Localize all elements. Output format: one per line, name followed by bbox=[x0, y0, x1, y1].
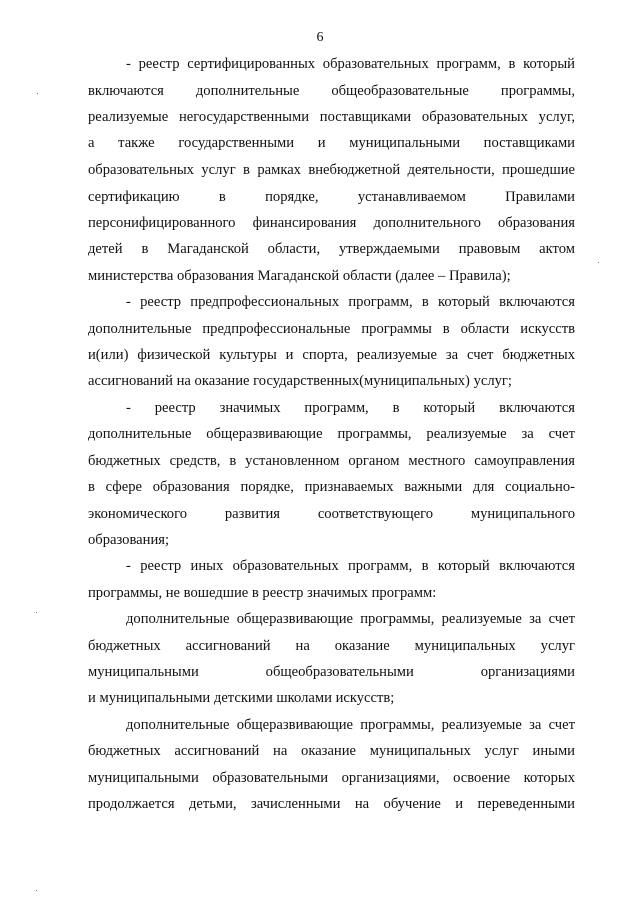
text-line: - реестр предпрофессиональных программ, в который включаются bbox=[126, 294, 575, 310]
text-line: министерства образования Магаданской области (далее – Правила); bbox=[88, 268, 511, 284]
text-line: экономического развития соответствующего муниципального bbox=[88, 506, 575, 522]
text-line: а также государственными и муниципальными поставщиками bbox=[88, 135, 575, 151]
text-line: персонифицированного финансирования дополнительного образования bbox=[88, 215, 575, 231]
text-line: бюджетных средств, в установленном органом местного самоуправления bbox=[88, 453, 575, 469]
text-line: дополнительные общеразвивающие программы, реализуемые за счет bbox=[88, 426, 575, 442]
text-line: - реестр иных образовательных программ, в который включаются bbox=[126, 558, 575, 574]
text-line: дополнительные предпрофессиональные программы в области искусств bbox=[88, 321, 575, 337]
text-line: бюджетных ассигнований на оказание муниципальных услуг иными bbox=[88, 743, 575, 759]
text-line: включаются дополнительные общеобразовательные программы, bbox=[88, 83, 575, 99]
text-line: образования; bbox=[88, 532, 170, 548]
scan-speck bbox=[36, 612, 37, 613]
text-line: образовательных услуг в рамках внебюджетной деятельности, прошедшие bbox=[88, 162, 575, 178]
text-line: - реестр сертифицированных образовательных программ, в который bbox=[126, 56, 575, 72]
text-line: ассигнований на оказание государственных(муниципальных) услуг; bbox=[88, 373, 512, 389]
text-line: дополнительные общеразвивающие программы, реализуемые за счет bbox=[126, 717, 575, 733]
scan-speck bbox=[36, 890, 37, 891]
text-line: сертификацию в порядке, устанавливаемом Правилами bbox=[88, 189, 575, 205]
text-line: - реестр значимых программ, в который включаются bbox=[126, 400, 575, 416]
text-line: продолжается детьми, зачисленными на обучение и переведенными bbox=[88, 796, 575, 812]
text-line: дополнительные общеразвивающие программы, реализуемые за счет bbox=[126, 611, 575, 627]
text-line: и муниципальными детскими школами искусств; bbox=[88, 690, 395, 706]
text-line: реализуемые негосударственными поставщиками образовательных услуг, bbox=[88, 109, 575, 125]
text-line: программы, не вошедшие в реестр значимых программ: bbox=[88, 585, 437, 601]
text-line: и(или) физической культуры и спорта, реализуемые за счет бюджетных bbox=[88, 347, 575, 363]
page-number: 6 bbox=[316, 30, 324, 45]
scan-speck bbox=[598, 262, 599, 263]
text-line: бюджетных ассигнований на оказание муниципальных услуг bbox=[88, 638, 575, 654]
scan-speck bbox=[37, 93, 38, 94]
text-line: детей в Магаданской области, утверждаемыми правовым актом bbox=[88, 241, 575, 257]
text-line: в сфере образования порядке, признаваемых важными для социально- bbox=[88, 479, 575, 495]
text-line: муниципальными общеобразовательными организациями bbox=[88, 664, 575, 680]
text-line: муниципальными образовательными организациями, освоение которых bbox=[88, 770, 575, 786]
